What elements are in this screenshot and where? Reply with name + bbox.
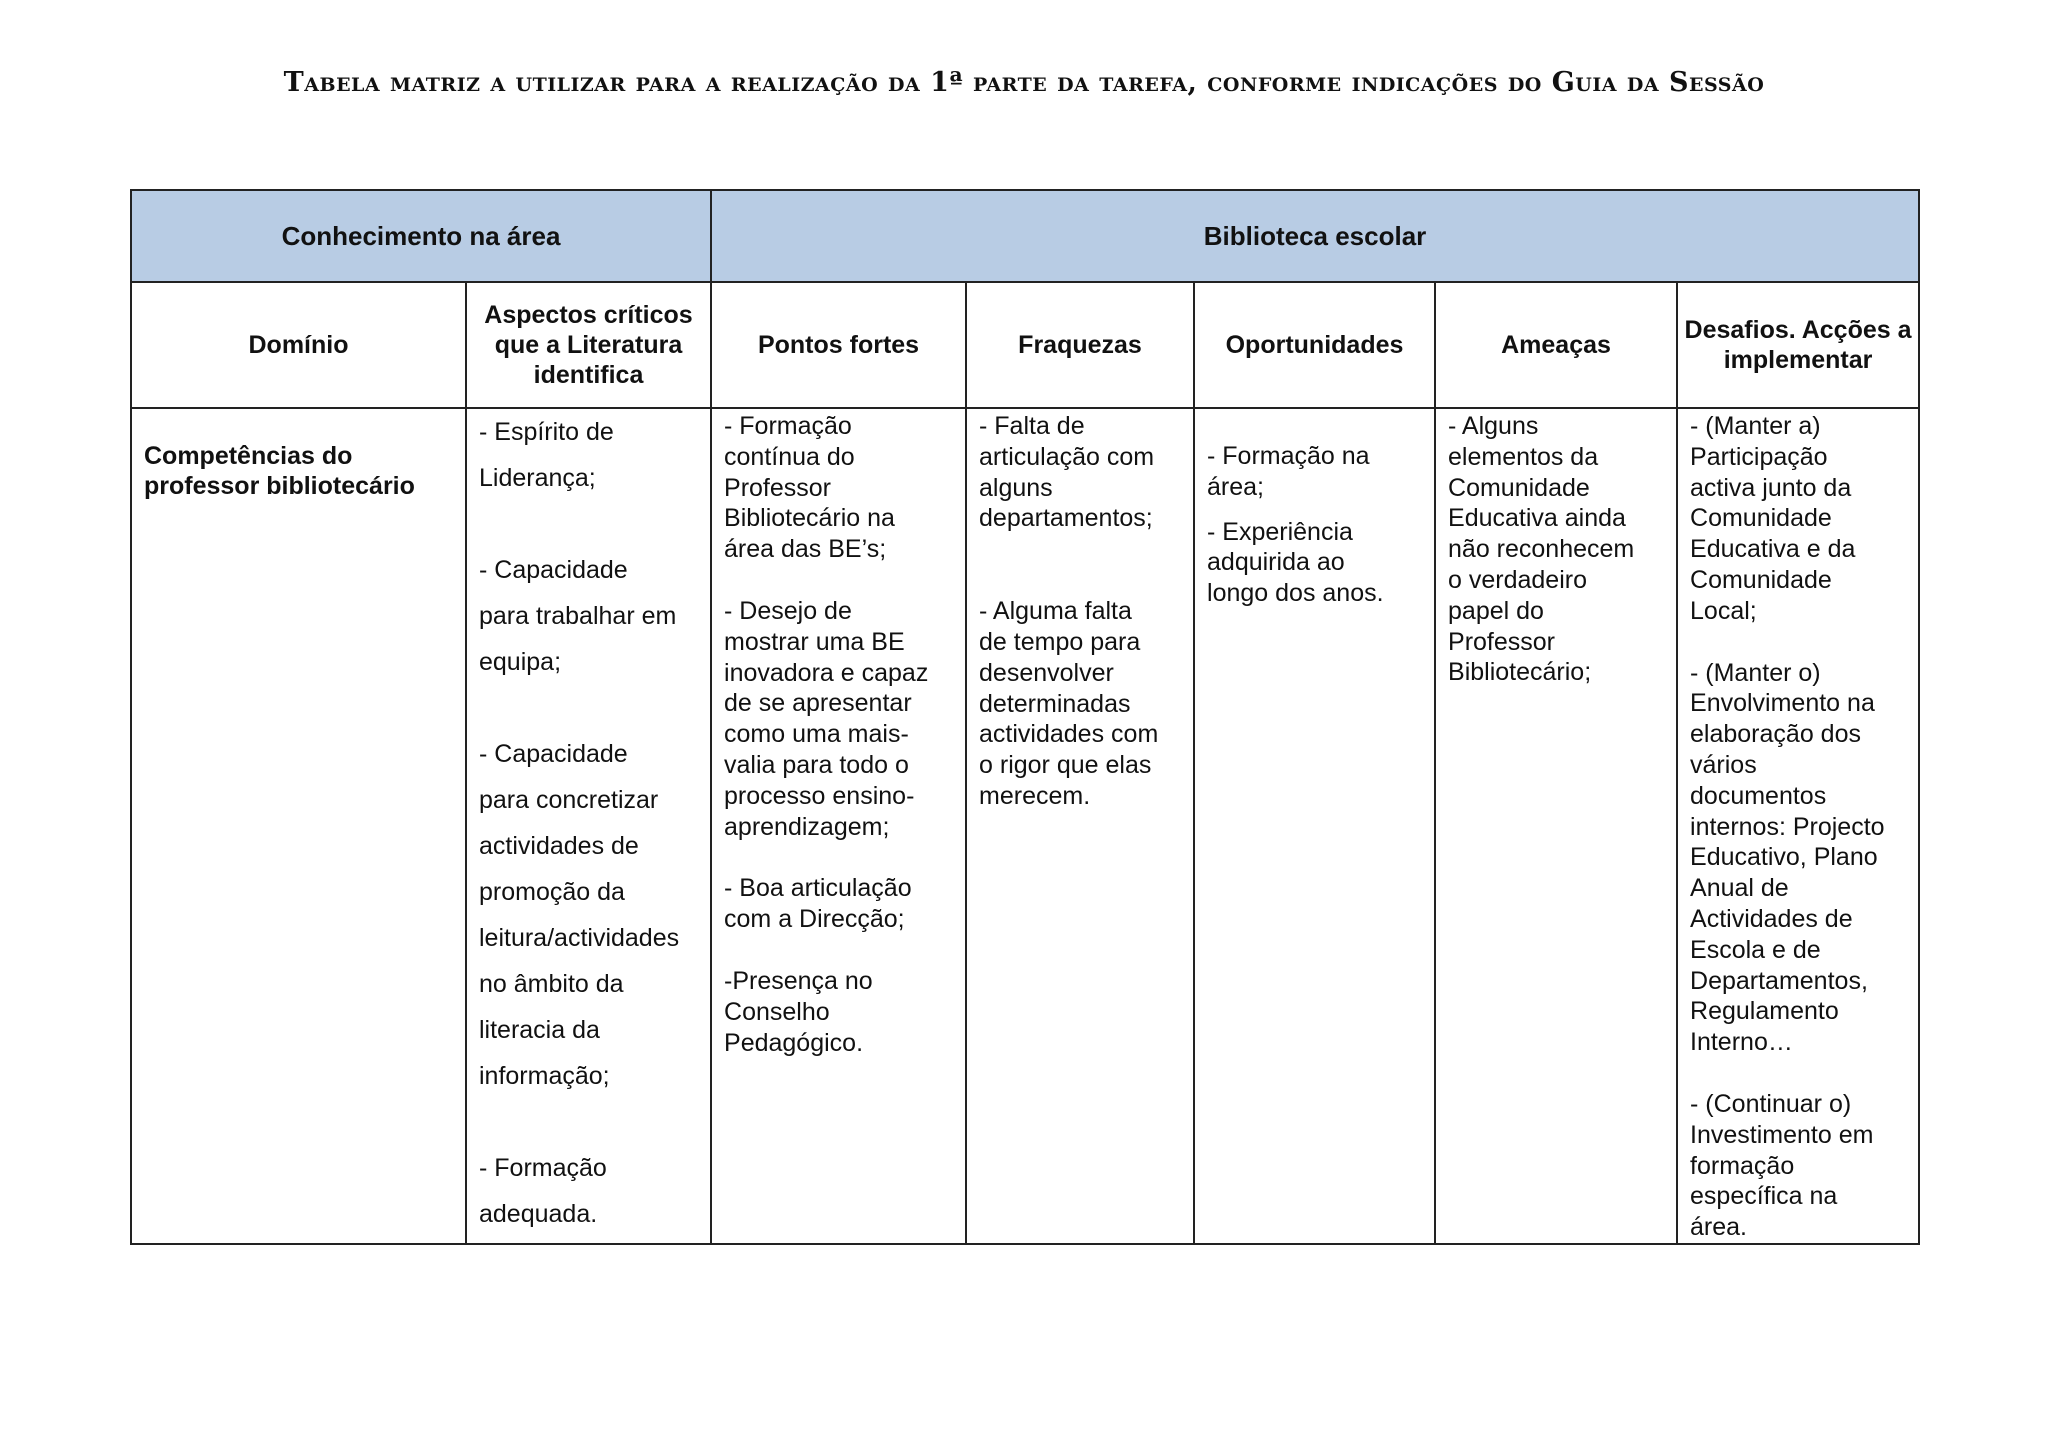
aspect-item: - Espírito de Liderança; [479,418,614,492]
aspects-cell [466,408,711,1244]
domain-cell [131,408,466,1244]
weaknesses-cell [966,408,1194,1244]
weakness-item: - Falta de articulação com alguns departamentos; [979,412,1155,533]
threats-cell [1435,408,1677,1244]
challenge-item: - (Manter a) Participação activa junto da Comunidade Educativa e da Comunidade Local; [1690,412,1856,625]
column-header-strengths: Pontos fortes [711,282,966,408]
challenge-item: - (Manter o) Envolvimento na elaboração dos vários documentos internos: Projecto Educativo, Plano Anual de Actividades de Escola e de Departamentos, Regulamento Interno… [1690,658,1885,1057]
strength-item: - Desejo de mostrar uma BE inovadora e capaz de se apresentar como uma mais- valia para todo o processo ensino- aprendizagem; [724,596,929,841]
group-header-knowledge: Conhecimento na área [131,190,711,282]
aspect-item: - Capacidade para concretizar actividades de promoção da leitura/actividades no âmbito da literacia da informação; [479,740,680,1090]
column-header-weaknesses: Fraquezas [966,282,1194,408]
strength-item: - Boa articulação com a Direcção; [724,874,912,934]
strengths-cell [711,408,966,1244]
domain-text: Competências do professor bibliotecário [144,442,415,500]
strength-item: - Formação contínua do Professor Bibliotecário na área das BE’s; [724,412,895,564]
column-header-aspects: Aspectos críticos que a Literatura identifica [466,282,711,408]
challenge-item: - (Continuar o) Investimento em formação específica na área. [1690,1089,1874,1242]
opportunity-item: - Formação na área; [1207,442,1370,501]
document-title: Tabela matriz a utilizar para a realização da 1ª parte da tarefa, conforme indicações do Guia da Sessão [283,67,1765,98]
threat-item: - Alguns elementos da Comunidade Educativa ainda não reconhecem o verdadeiro papel do Professor Bibliotecário; [1448,412,1635,687]
opportunity-item: - Experiência adquirida ao longo dos anos. [1207,517,1384,608]
opportunities-cell [1194,408,1435,1244]
column-header-domain: Domínio [131,282,466,408]
aspect-item: - Capacidade para trabalhar em equipa; [479,556,677,676]
column-header-challenges: Desafios. Acções a implementar [1677,282,1919,408]
challenges-cell [1677,408,1919,1244]
group-header-row [131,190,1919,282]
column-header-opportunities: Oportunidades [1194,282,1435,408]
column-header-row [131,282,1919,408]
swot-matrix-table [130,189,1920,1245]
group-header-library: Biblioteca escolar [711,190,1919,282]
strength-item: -Presença no Conselho Pedagógico. [724,966,873,1057]
column-header-threats: Ameaças [1435,282,1677,408]
table-row [131,408,1919,1244]
weakness-item: - Alguma falta de tempo para desenvolver determinadas actividades com o rigor que elas merecem. [979,597,1159,810]
aspect-item: - Formação adequada. [479,1154,607,1228]
